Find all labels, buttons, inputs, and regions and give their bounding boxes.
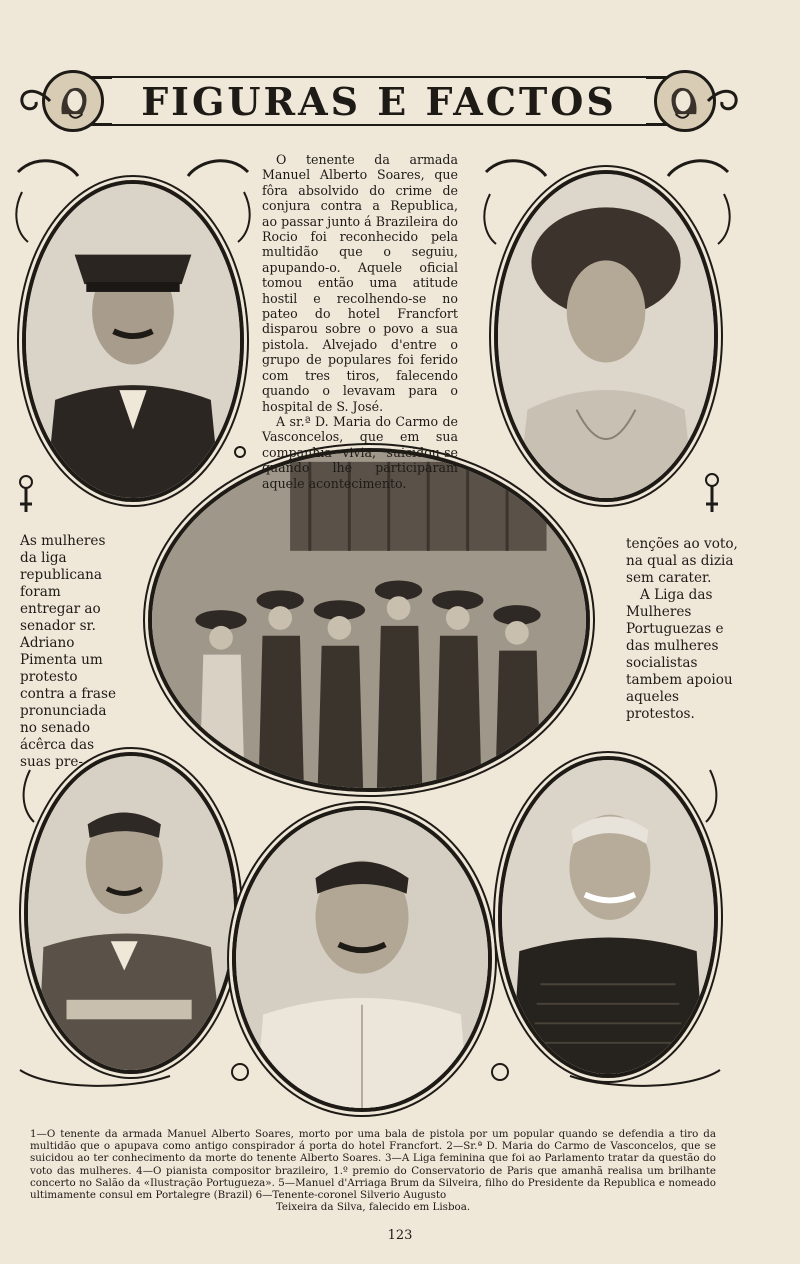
page-header: [22, 72, 736, 130]
left-column-text: As mulheres da liga republicana foram entregar ao senador sr. Adriano Pimenta um protesto contra a frase pronunciada no senado ácêrca das suas pre-: [20, 533, 117, 770]
page-number: 123: [387, 1228, 413, 1243]
article-top-text: [262, 152, 458, 491]
caption-text: 1—O tenente da armada Manuel Alberto Soares, morto por uma bala de pistola por um popular quando se defendia a tiro da multidão que o apupava como antigo conspirador á porta do hotel Francfort. 2—Sr.ª D. Maria do Carmo de Vasconcelos, que se suicidou ao ter conhecimento da morte do tenente Alberto Soares. 3—A Liga feminina que foi ao Parlamento tratar da questão do voto das mulheres. 4—O pianista compositor brazileiro, 1.º premio do Conservatorio de Paris que amanhã realisa um brilhante concerto no Salão da «Ilustração Portugueza». 5—Manuel d'Arriaga Brum da Silveira, filho do Presidente da Republica e nomeado ultimamente consul em Portalegre (Brazil) 6—Tenente-coronel Silverio Augusto: [30, 1128, 716, 1202]
right-column-text-1: tenções ao voto, na qual as dizia sem carater.: [626, 536, 738, 586]
caption-last-line: Teixeira da Silva, falecido em Lisboa.: [275, 1201, 471, 1214]
photo-3-womens-league-group: [148, 448, 590, 792]
left-swirl-icon: [16, 84, 52, 118]
photo-caption: [30, 1128, 716, 1213]
page-title: FIGURAS E FACTOS: [112, 78, 646, 124]
article-left-column: [20, 533, 120, 771]
photo-6-colonel: [498, 756, 718, 1078]
photo-4-pianist: [24, 752, 238, 1074]
right-column-text-2: A Liga das Mulheres Portuguezas e das mulheres socialistas tambem apoiou aqueles protestos.: [626, 587, 733, 722]
article-paragraph-2: A sr.ª D. Maria do Carmo de Vasconcelos, que em sua companhia vivia, suicidou-se quando lhe participaram aquele acontecimento.: [262, 413, 458, 491]
right-swirl-icon: [706, 84, 742, 118]
photo-5-young-man: [232, 806, 492, 1112]
article-paragraph-1: O tenente da armada Manuel Alberto Soares, que fôra absolvido do crime de conjura contra a Republica, ao passar junto á Brazileira do Rocio foi reconhecido pela multidão que o seguiu, apupando-o. Aquele oficial tomou então uma atitude hostil e recolhendo-se no pateo do hotel Francfort disparou sobre o povo a sua pistola. Alvejado d'entre o grupo de populares foi ferido com tres tiros, falecendo quando o levavam para o hospital de S. José.: [262, 152, 458, 414]
photo-2-woman: [494, 170, 718, 502]
photo-1-naval-officer: [22, 180, 244, 502]
article-right-column: [626, 536, 738, 723]
